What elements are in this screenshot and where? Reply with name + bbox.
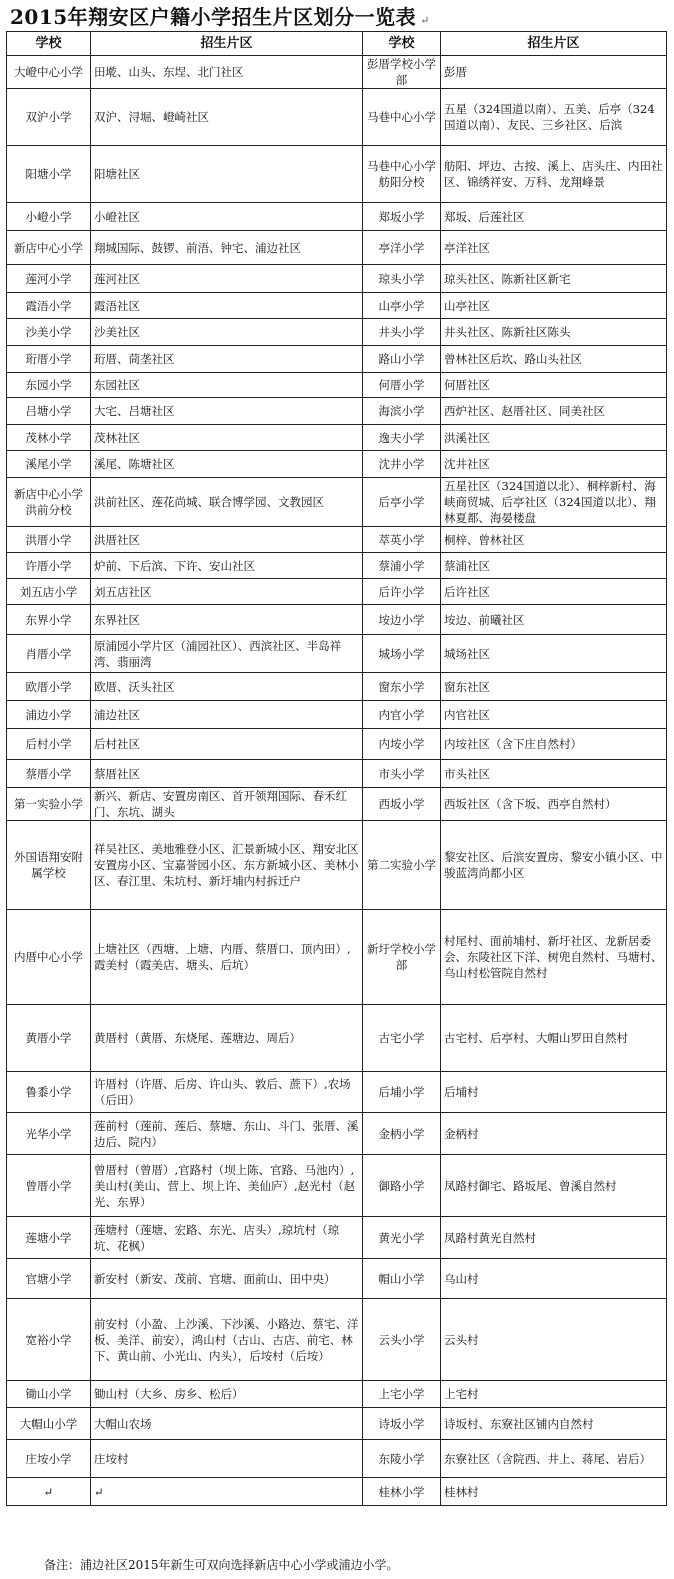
table-row <box>7 1072 667 1113</box>
school-cell-right: 第二实验小学 <box>363 821 441 910</box>
area-cell-left: 田墘、山头、东埕、北门社区 <box>91 56 363 89</box>
school-cell-left: 蔡厝小学 <box>7 760 91 788</box>
area-cell-right: 东寮社区（含院西、井上、蒋尾、岩后） <box>441 1440 667 1478</box>
area-cell-left: 双沪、浔堀、嶝崎社区 <box>91 89 363 146</box>
school-cell-right: 诗坂小学 <box>363 1408 441 1440</box>
area-cell-right: 内官社区 <box>441 701 667 729</box>
school-cell-left: 许厝小学 <box>7 553 91 579</box>
area-cell-right: 曾林社区后坎、路山头社区 <box>441 346 667 373</box>
table-row <box>7 425 667 451</box>
table-row <box>7 373 667 398</box>
school-cell-right: 亭洋小学 <box>363 231 441 265</box>
table-row <box>7 451 667 478</box>
table-row <box>7 635 667 673</box>
area-cell-right: 后许社区 <box>441 579 667 605</box>
table-body <box>7 56 667 1506</box>
school-cell-right: 后许小学 <box>363 579 441 605</box>
area-cell-left: 庄垵村 <box>91 1440 363 1478</box>
school-cell-right: 御路小学 <box>363 1155 441 1217</box>
area-cell-left: 后村社区 <box>91 729 363 760</box>
area-cell-right: 市头社区 <box>441 760 667 788</box>
table-row <box>7 527 667 553</box>
school-cell-left: 大帽山小学 <box>7 1408 91 1440</box>
area-cell-left: 洪前社区、莲花尚城、联合博学园、文教园区 <box>91 478 363 527</box>
school-cell-right: 蔡浦小学 <box>363 553 441 579</box>
table-row <box>7 760 667 788</box>
area-cell-right: 琼头社区、陈新社区新宅 <box>441 265 667 293</box>
school-cell-right: 西坂小学 <box>363 788 441 821</box>
table-row <box>7 579 667 605</box>
footnote: 备注：浦边社区2015年新生可双向选择新店中心小学或浦边小学。 <box>44 1558 399 1572</box>
school-cell-left: 双沪小学 <box>7 89 91 146</box>
area-cell-left: 原浦园小学片区（浦园社区）、西滨社区、半岛祥湾、翡丽湾 <box>91 635 363 673</box>
table-row <box>7 1440 667 1478</box>
area-cell-right: 金柄村 <box>441 1113 667 1155</box>
school-cell-right: 云头小学 <box>363 1299 441 1381</box>
school-cell-left: 黄厝小学 <box>7 1005 91 1072</box>
area-cell-left: 珩厝、茼垄社区 <box>91 346 363 373</box>
table-row <box>7 398 667 425</box>
area-cell-left: 黄厝村（黄厝、东烧尾、莲塘边、周后） <box>91 1005 363 1072</box>
area-cell-left: 曾厝村（曾厝）,官路村（坝上陈、官路、马池内）,美山村(美山、营上、坝上许、美仙庐）,赵光村（赵光、东界） <box>91 1155 363 1217</box>
school-cell-right: 内垵小学 <box>363 729 441 760</box>
area-cell-left: 大帽山农场 <box>91 1408 363 1440</box>
area-cell-left: 前安村（小盈、上沙溪、下沙溪、小路边、蔡宅、洋板、美洋、前安），鸿山村（古山、古店、前宅、林下、黄山前、小光山、内头），后垵村（后垵） <box>91 1299 363 1381</box>
area-cell-left: 锄山村（大乡、房乡、松后） <box>91 1381 363 1408</box>
header-area-right: 招生片区 <box>441 32 667 56</box>
table-row <box>7 89 667 146</box>
school-cell-left: 新店中心小学 <box>7 231 91 265</box>
school-cell-left: 刘五店小学 <box>7 579 91 605</box>
area-cell-right: 西坂社区（含下坂、西亭自然村） <box>441 788 667 821</box>
area-cell-left: 大宅、吕塘社区 <box>91 398 363 425</box>
school-cell-left: 沙美小学 <box>7 319 91 346</box>
school-cell-left: 鲁黍小学 <box>7 1072 91 1113</box>
school-cell-left: 阳塘小学 <box>7 146 91 203</box>
school-cell-left: 第一实验小学 <box>7 788 91 821</box>
school-cell-right: 桂林小学 <box>363 1478 441 1506</box>
school-cell-left: 溪尾小学 <box>7 451 91 478</box>
table-row <box>7 701 667 729</box>
area-cell-right: 蔡浦社区 <box>441 553 667 579</box>
area-cell-right: 彭厝 <box>441 56 667 89</box>
school-cell-right: 琼头小学 <box>363 265 441 293</box>
table-header-row <box>7 32 667 56</box>
school-cell-left: ↵ <box>7 1478 91 1506</box>
school-cell-right: 上宅小学 <box>363 1381 441 1408</box>
area-cell-left: 莲塘村（莲塘、宏路、东光、店头）,琼坑村（琼坑、花枫） <box>91 1217 363 1259</box>
area-cell-right: 云头村 <box>441 1299 667 1381</box>
school-cell-right: 马巷中心小学舫阳分校 <box>363 146 441 203</box>
area-cell-left: 沙美社区 <box>91 319 363 346</box>
school-cell-left: 曾厝小学 <box>7 1155 91 1217</box>
area-cell-left: 阳塘社区 <box>91 146 363 203</box>
area-cell-left: 东园社区 <box>91 373 363 398</box>
area-cell-right: 西炉社区、赵厝社区、同美社区 <box>441 398 667 425</box>
school-cell-left: 东园小学 <box>7 373 91 398</box>
school-cell-left: 莲河小学 <box>7 265 91 293</box>
area-cell-right: 村尾村、面前埔村、新圩社区、龙新居委会、东陵社区下洋、树兜自然村、马塘村、乌山村松管院自然村 <box>441 910 667 1005</box>
area-cell-left: 欧厝、沃头社区 <box>91 673 363 701</box>
table-row <box>7 1381 667 1408</box>
area-cell-right: 桂林村 <box>441 1478 667 1506</box>
school-cell-right: 马巷中心小学 <box>363 89 441 146</box>
school-cell-right: 后亭小学 <box>363 478 441 527</box>
school-cell-left: 东界小学 <box>7 605 91 635</box>
table-row <box>7 265 667 293</box>
school-cell-left: 欧厝小学 <box>7 673 91 701</box>
school-cell-right: 井头小学 <box>363 319 441 346</box>
area-cell-right: 上宅村 <box>441 1381 667 1408</box>
school-cell-left: 外国语翔安附属学校 <box>7 821 91 910</box>
table-row <box>7 346 667 373</box>
table-row <box>7 1155 667 1217</box>
school-cell-left: 莲塘小学 <box>7 1217 91 1259</box>
school-cell-left: 肖厝小学 <box>7 635 91 673</box>
school-cell-right: 东陵小学 <box>363 1440 441 1478</box>
area-cell-right: 郑坂、后莲社区 <box>441 203 667 231</box>
area-cell-left: 浦边社区 <box>91 701 363 729</box>
area-cell-right: 舫阳、坪边、古按、溪上、店头庄、内田社区、锦绣祥安、万科、龙翔峰景 <box>441 146 667 203</box>
school-cell-right: 后埔小学 <box>363 1072 441 1113</box>
school-cell-right: 窗东小学 <box>363 673 441 701</box>
table-row <box>7 203 667 231</box>
area-cell-right: 何厝社区 <box>441 373 667 398</box>
area-cell-right: 桐梓、曾林社区 <box>441 527 667 553</box>
school-cell-left: 浦边小学 <box>7 701 91 729</box>
school-cell-left: 锄山小学 <box>7 1381 91 1408</box>
area-cell-left: 莲前村（莲前、莲后、蔡塘、东山、斗门、张厝、溪边后、院内） <box>91 1113 363 1155</box>
area-cell-left: 新兴、新店、安置房南区、首开领翔国际、春禾红门、东坑、湖头 <box>91 788 363 821</box>
table-row <box>7 1408 667 1440</box>
table-row <box>7 1005 667 1072</box>
area-cell-right: 古宅村、后亭村、大帽山罗田自然村 <box>441 1005 667 1072</box>
area-cell-right: 城场社区 <box>441 635 667 673</box>
school-cell-left: 后村小学 <box>7 729 91 760</box>
school-cell-right: 市头小学 <box>363 760 441 788</box>
table-row <box>7 1299 667 1381</box>
school-cell-right: 逸夫小学 <box>363 425 441 451</box>
school-cell-right: 海滨小学 <box>363 398 441 425</box>
area-cell-left: 霞浯社区 <box>91 293 363 319</box>
school-cell-left: 庄垵小学 <box>7 1440 91 1478</box>
table-row <box>7 821 667 910</box>
area-cell-right: 洪溪社区 <box>441 425 667 451</box>
table-row <box>7 1259 667 1299</box>
table-row <box>7 729 667 760</box>
page-title: 2015年翔安区户籍小学招生片区划分一览表 ↵ <box>10 5 430 29</box>
table-row <box>7 788 667 821</box>
area-cell-left: 溪尾、陈塘社区 <box>91 451 363 478</box>
school-cell-right: 郑坂小学 <box>363 203 441 231</box>
header-school-left: 学校 <box>7 32 91 56</box>
area-cell-right: 亭洋社区 <box>441 231 667 265</box>
school-cell-left: 吕塘小学 <box>7 398 91 425</box>
table-row <box>7 1217 667 1259</box>
area-cell-right: 乌山村 <box>441 1259 667 1299</box>
school-cell-right: 萃英小学 <box>363 527 441 553</box>
school-cell-right: 内官小学 <box>363 701 441 729</box>
header-school-right: 学校 <box>363 32 441 56</box>
school-cell-left: 内厝中心小学 <box>7 910 91 1005</box>
area-cell-right: 窗东社区 <box>441 673 667 701</box>
table-row <box>7 319 667 346</box>
area-cell-left: 蔡厝社区 <box>91 760 363 788</box>
area-cell-left: 刘五店社区 <box>91 579 363 605</box>
school-cell-left: 大嶝中心小学 <box>7 56 91 89</box>
area-cell-left: 新安村（新安、茂前、官塘、面前山、田中央） <box>91 1259 363 1299</box>
area-cell-left: 莲河社区 <box>91 265 363 293</box>
school-cell-right: 金柄小学 <box>363 1113 441 1155</box>
school-cell-right: 古宅小学 <box>363 1005 441 1072</box>
school-cell-left: 茂林小学 <box>7 425 91 451</box>
area-cell-right: 凤路村黄光自然村 <box>441 1217 667 1259</box>
table-row <box>7 1478 667 1506</box>
area-cell-right: 内垵社区（含下庄自然村） <box>441 729 667 760</box>
area-cell-right: 五星社区（324国道以北）、桐梓新村、海峡商贸城、后亭社区（324国道以北）、翔林夏都、海晏楼盘 <box>441 478 667 527</box>
school-cell-right: 垵边小学 <box>363 605 441 635</box>
table-row <box>7 478 667 527</box>
area-cell-left: 茂林社区 <box>91 425 363 451</box>
school-cell-right: 帽山小学 <box>363 1259 441 1299</box>
school-cell-left: 光华小学 <box>7 1113 91 1155</box>
table-row <box>7 910 667 1005</box>
area-cell-left: ↵ <box>91 1478 363 1506</box>
area-cell-left: 炉前、下后滨、下许、安山社区 <box>91 553 363 579</box>
area-cell-left: 东界社区 <box>91 605 363 635</box>
table-row <box>7 605 667 635</box>
area-cell-left: 翔城国际、鼓锣、前浯、钟宅、浦边社区 <box>91 231 363 265</box>
table-row <box>7 146 667 203</box>
school-cell-right: 城场小学 <box>363 635 441 673</box>
school-cell-right: 何厝小学 <box>363 373 441 398</box>
area-cell-right: 后埔村 <box>441 1072 667 1113</box>
school-cell-right: 新圩学校小学部 <box>363 910 441 1005</box>
school-cell-left: 洪厝小学 <box>7 527 91 553</box>
school-cell-right: 山亭小学 <box>363 293 441 319</box>
area-cell-left: 洪厝社区 <box>91 527 363 553</box>
school-cell-left: 官塘小学 <box>7 1259 91 1299</box>
school-cell-left: 小嶝小学 <box>7 203 91 231</box>
area-cell-right: 诗坂村、东寮社区铺内自然村 <box>441 1408 667 1440</box>
school-cell-left: 珩厝小学 <box>7 346 91 373</box>
area-cell-right: 山亭社区 <box>441 293 667 319</box>
school-cell-right: 黄光小学 <box>363 1217 441 1259</box>
table-row <box>7 56 667 89</box>
area-cell-right: 井头社区、陈新社区陈头 <box>441 319 667 346</box>
area-cell-left: 小嶝社区 <box>91 203 363 231</box>
school-cell-left: 新店中心小学洪前分校 <box>7 478 91 527</box>
area-cell-right: 五星（324国道以南）、五美、后亭（324国道以南）、友民、三乡社区、后滨 <box>441 89 667 146</box>
area-cell-left: 祥吴社区、美地雅登小区、汇景新城小区、翔安北区安置房小区、宝嘉誉园小区、东方新城小区、美林小区、春江里、朱坑村、新圩埔内村拆迁户 <box>91 821 363 910</box>
school-cell-right: 沈井小学 <box>363 451 441 478</box>
table-row <box>7 673 667 701</box>
area-cell-right: 黎安社区、后滨安置房、黎安小镇小区、中骏蓝湾尚都小区 <box>441 821 667 910</box>
area-cell-left: 上塘社区（西塘、上塘、内厝、蔡厝口、顶内田）,霞美村（霞美店、塘头、后坑） <box>91 910 363 1005</box>
school-cell-left: 宽裕小学 <box>7 1299 91 1381</box>
area-cell-right: 垵边、前曦社区 <box>441 605 667 635</box>
header-area-left: 招生片区 <box>91 32 363 56</box>
table-row <box>7 553 667 579</box>
area-cell-right: 凤路村御宅、路坂尾、曾溪自然村 <box>441 1155 667 1217</box>
area-cell-right: 沈井社区 <box>441 451 667 478</box>
table-row <box>7 293 667 319</box>
school-cell-left: 霞浯小学 <box>7 293 91 319</box>
area-cell-left: 许厝村（许厝、后房、许山头、敦后、蔗下）,农场（后田） <box>91 1072 363 1113</box>
table-row <box>7 1113 667 1155</box>
school-cell-right: 彭厝学校小学部 <box>363 56 441 89</box>
enrollment-table <box>6 31 667 1506</box>
table-row <box>7 231 667 265</box>
school-cell-right: 路山小学 <box>363 346 441 373</box>
